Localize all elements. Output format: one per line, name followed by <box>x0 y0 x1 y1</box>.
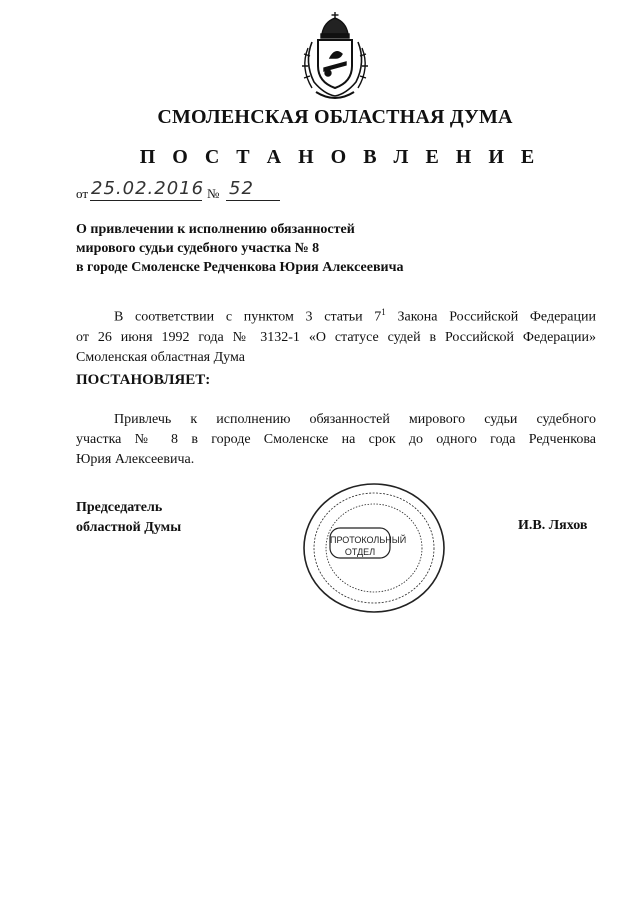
decree-keyword: ПОСТАНОВЛЯЕТ: <box>76 372 211 388</box>
decision-line: участка № 8 в городе Смоленске на срок до одного года Редченкова <box>76 432 596 447</box>
number-underline <box>226 200 280 201</box>
decision-line: Юрия Алексеевича. <box>76 452 195 467</box>
date-from-label: от <box>76 186 89 201</box>
handwritten-number: 52 <box>229 178 254 199</box>
signer-title <box>76 498 181 538</box>
preamble-text: В соответствии с пунктом 3 статьи 7 <box>114 309 382 325</box>
coat-of-arms-emblem <box>294 12 376 102</box>
stamp-text-line: ПРОТОКОЛЬНЫЙ <box>330 535 407 545</box>
preamble-text: Закона Российской Федерации <box>385 309 596 325</box>
decision-paragraph <box>76 410 596 470</box>
preamble-line: от 26 июня 1992 года № 3132-1 «О статусе судей в Российской Федерации» <box>76 329 596 345</box>
signer-name: И.В. Ляхов <box>518 518 588 533</box>
date-number-line <box>76 180 296 202</box>
document-subject <box>76 220 496 277</box>
decision-line: Привлечь к исполнению обязанностей мирового судьи судебного <box>114 412 596 427</box>
article-superscript: 1 <box>381 307 386 317</box>
preamble-paragraph <box>76 302 596 368</box>
handwritten-date: 25.02.2016 <box>91 178 205 199</box>
signer-title-line: Председатель <box>76 500 163 515</box>
subject-line: О привлечении к исполнению обязанностей <box>76 222 355 237</box>
preamble-line: Смоленская областная Дума <box>76 349 245 365</box>
number-label: № <box>207 186 220 201</box>
signer-title-line: областной Думы <box>76 520 182 535</box>
subject-line: мирового судьи судебного участка № 8 <box>76 241 320 256</box>
subject-line: в городе Смоленске Редченкова Юрия Алексеевича <box>76 260 404 275</box>
document-type-title: П О С Т А Н О В Л Е Н И Е <box>139 146 541 168</box>
preamble-line <box>76 302 596 328</box>
stamp-center-text <box>330 534 407 558</box>
stamp-text-line: ОТДЕЛ <box>344 547 376 557</box>
organization-name: СМОЛЕНСКАЯ ОБЛАСТНАЯ ДУМА <box>157 106 513 128</box>
date-underline <box>90 200 202 201</box>
